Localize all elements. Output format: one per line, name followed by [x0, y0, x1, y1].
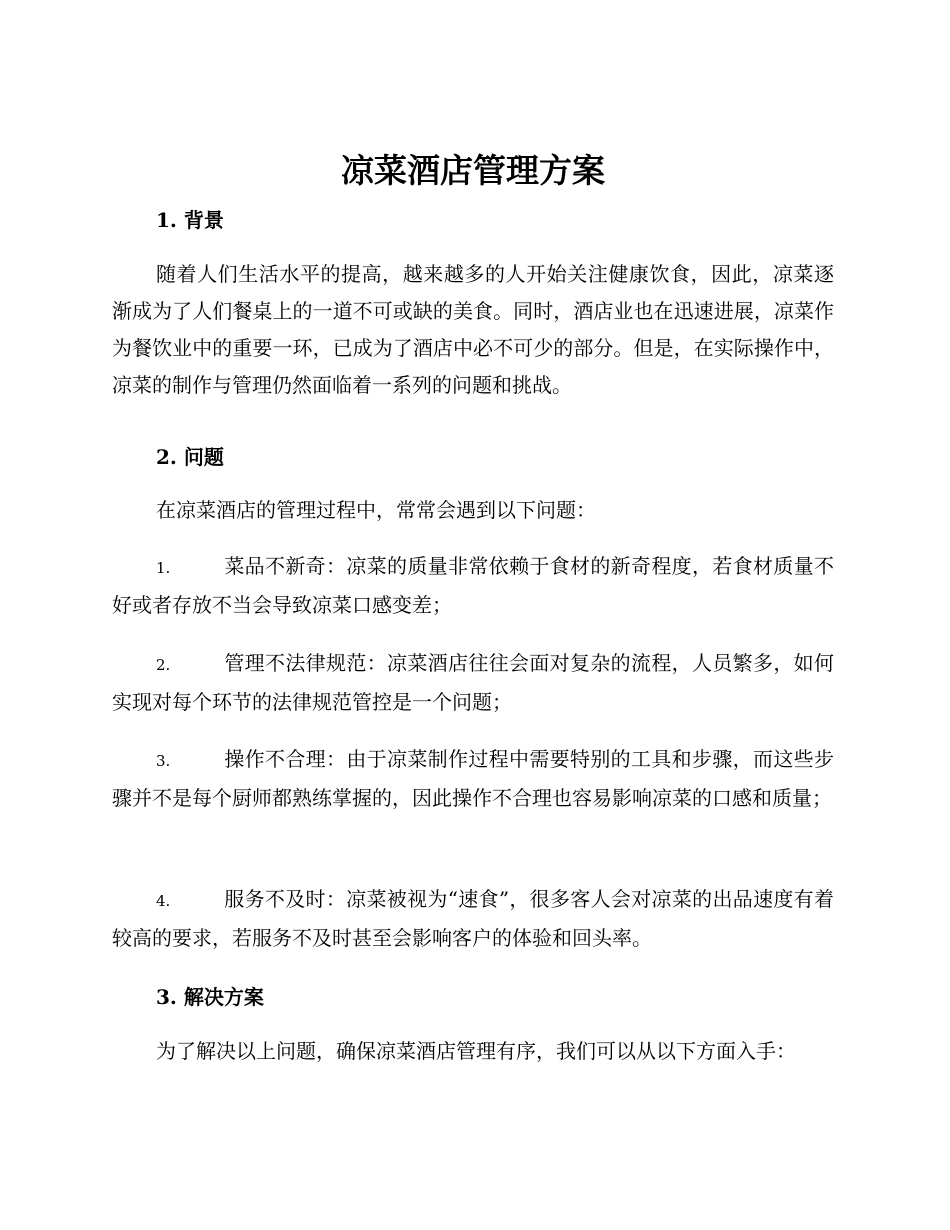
- list-item-text: 操作不合理：由于凉菜制作过程中需要特别的工具和步骤，而这些步骤并不是每个厨师都熟练掌握的，因此操作不合理也容易影响凉菜的口感和质量；: [112, 747, 834, 810]
- problem-list-item: [112, 645, 834, 721]
- section-heading-solutions: 3. 解决方案: [156, 985, 264, 1009]
- list-item-text: 服务不及时：凉菜被视为“速食”，很多客人会对凉菜的出品速度有着较高的要求，若服务不及时甚至会影响客户的体验和回头率。: [112, 887, 834, 950]
- list-number: 1.: [156, 559, 171, 577]
- section-heading-problems: 2. 问题: [156, 445, 224, 469]
- list-number: 3.: [156, 752, 171, 770]
- list-number: 4.: [156, 892, 171, 910]
- background-paragraph: 随着人们生活水平的提高，越来越多的人开始关注健康饮食，因此，凉菜逐渐成为了人们餐桌上的一道不可或缺的美食。同时，酒店业也在迅速进展，凉菜作为餐饮业中的重要一环，已成为了酒店中必不可少的部分。但是，在实际操作中，凉菜的制作与管理仍然面临着一系列的问题和挑战。: [112, 262, 834, 397]
- problems-intro: 在凉菜酒店的管理过程中，常常会遇到以下问题：: [156, 498, 596, 522]
- solutions-intro: 为了解决以上问题，确保凉菜酒店管理有序，我们可以从以下方面入手：: [156, 1039, 796, 1063]
- list-item-text: 菜品不新奇：凉菜的质量非常依赖于食材的新奇程度，若食材质量不好或者存放不当会导致凉菜口感变差；: [112, 554, 834, 617]
- problem-list-item: [112, 881, 834, 957]
- problem-list-item: [112, 741, 834, 817]
- document-title: 凉菜酒店管理方案: [341, 151, 605, 190]
- list-number: 2.: [156, 656, 171, 674]
- list-item-text: 管理不法律规范：凉菜酒店往往会面对复杂的流程，人员繁多，如何实现对每个环节的法律规范管控是一个问题；: [112, 651, 834, 714]
- section-heading-background: 1. 背景: [156, 208, 224, 232]
- problem-list-item: [112, 548, 834, 624]
